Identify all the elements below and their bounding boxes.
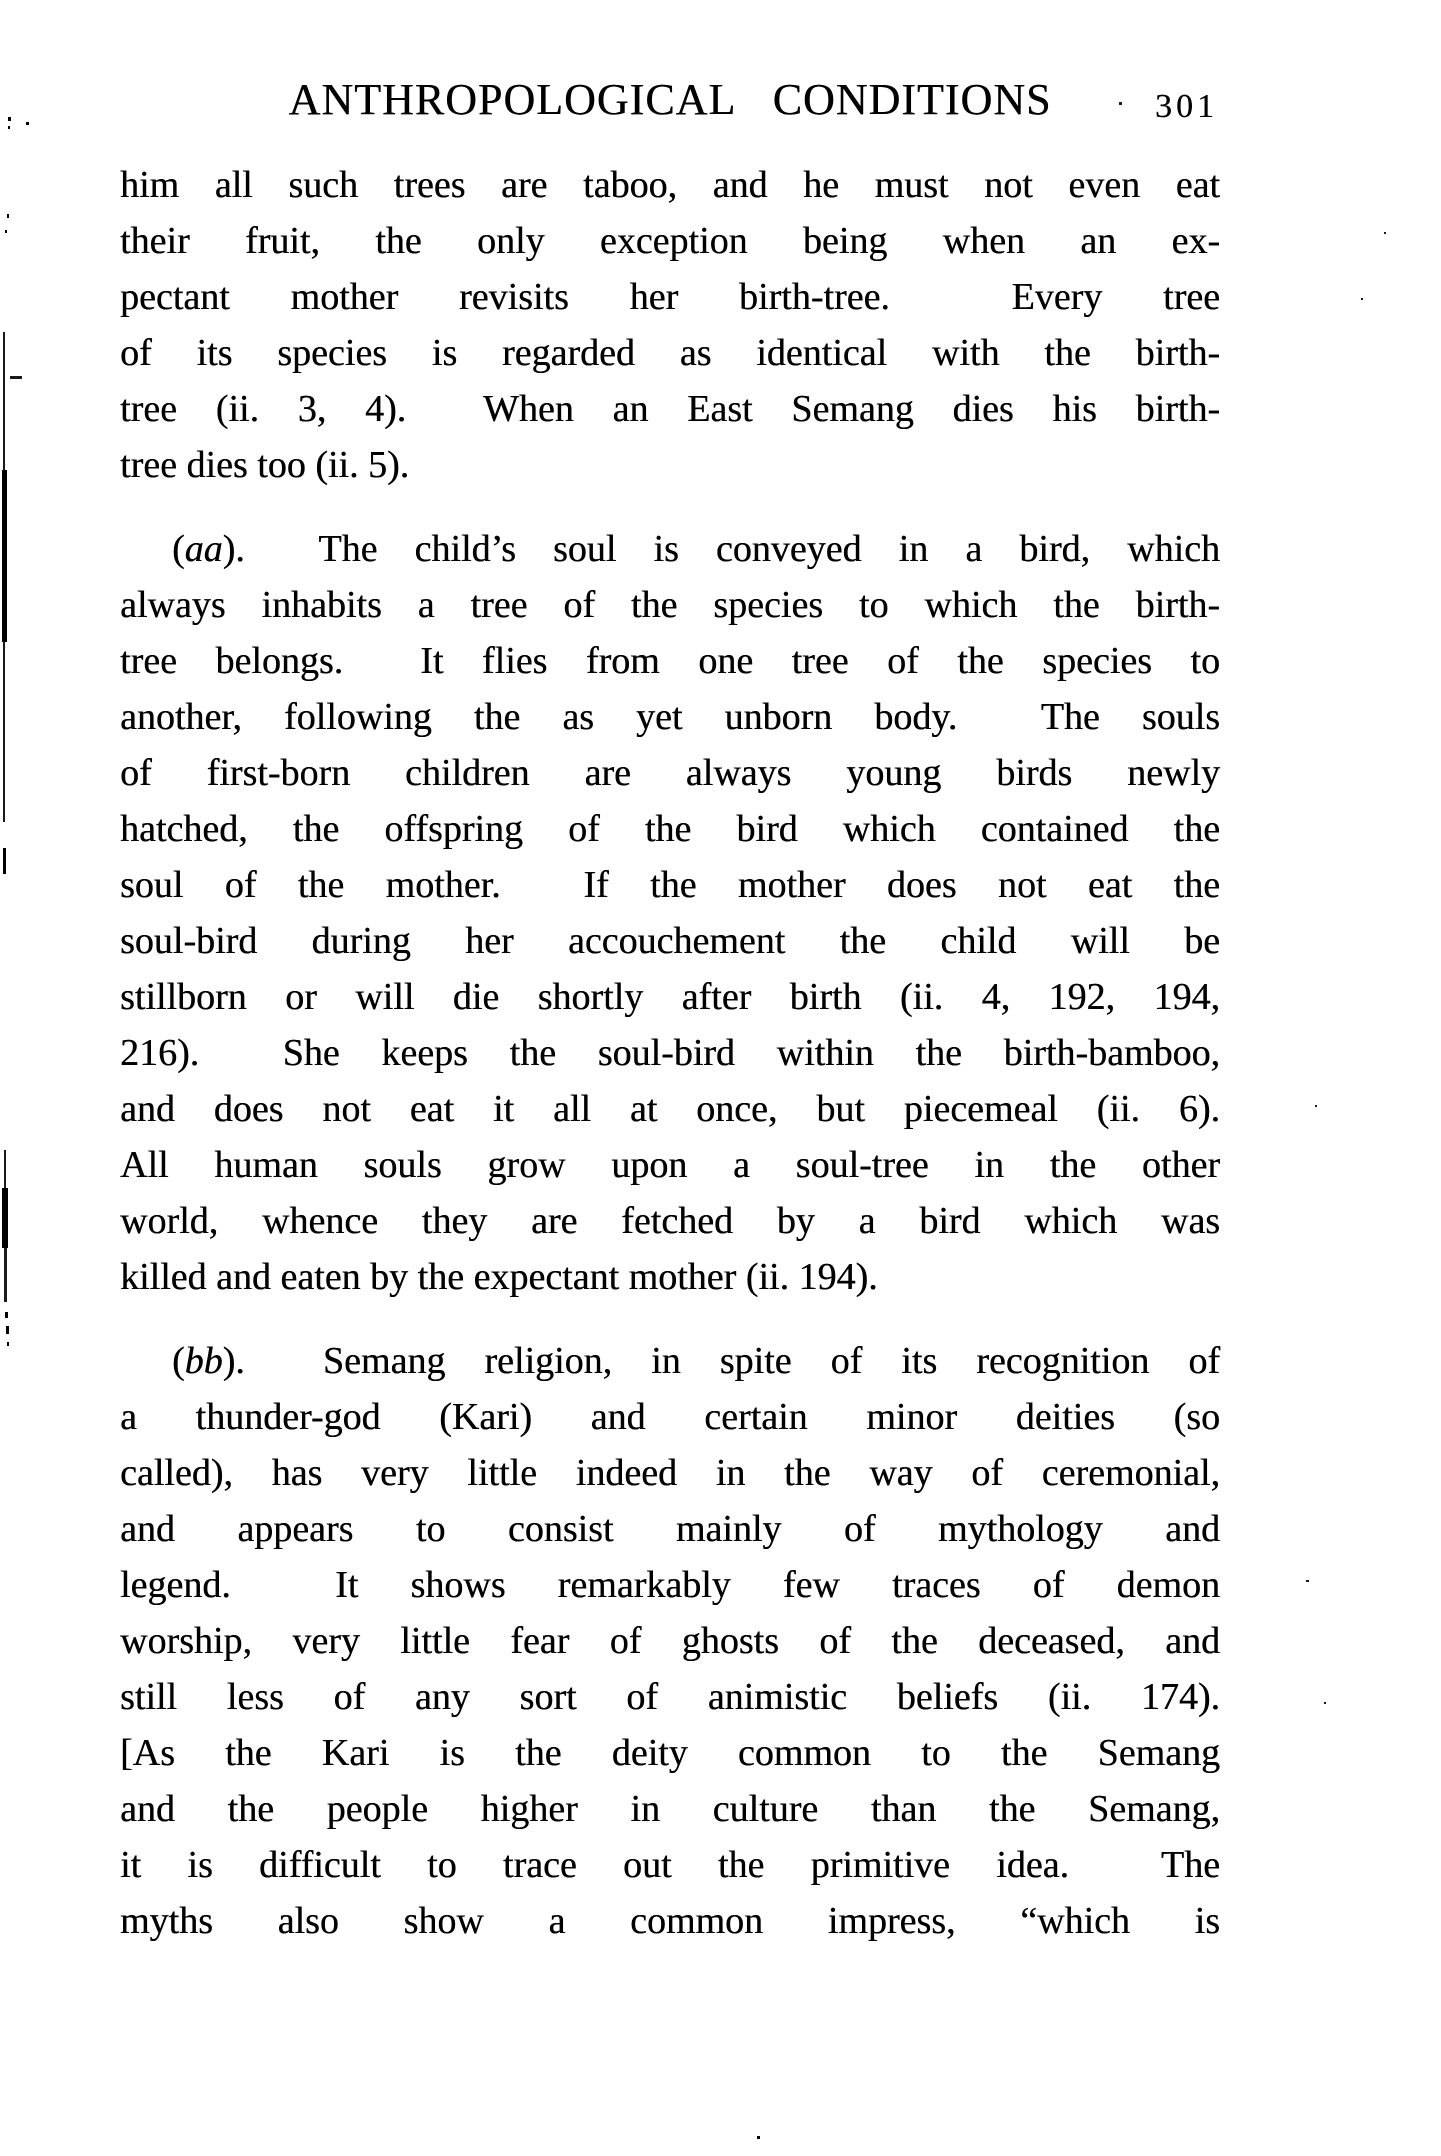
scan-speck xyxy=(1384,232,1386,234)
scan-speck xyxy=(26,122,29,125)
scan-speck xyxy=(757,2136,760,2139)
text-line: and appears to consist mainly of mythology and xyxy=(120,1508,1220,1550)
text-line: (bb). Semang religion, in spite of its recognition of xyxy=(172,1340,1220,1382)
text-line: another, following the as yet unborn body. The souls xyxy=(120,696,1220,738)
paragraph xyxy=(120,1333,1220,1949)
text-line: hatched, the offspring of the bird which contained the xyxy=(120,808,1220,850)
text-line: still less of any sort of animistic beliefs (ii. 174). xyxy=(120,1676,1220,1718)
scan-speck xyxy=(1119,102,1122,105)
scan-speck xyxy=(6,1326,9,1334)
scan-speck xyxy=(5,230,7,233)
scan-line xyxy=(2,1188,8,1248)
text-line: a thunder-god (Kari) and certain minor deities (so xyxy=(120,1396,1220,1438)
scan-speck xyxy=(5,1312,8,1318)
page-body xyxy=(120,157,1220,1949)
text-line: of first-born children are always young birds newly xyxy=(120,752,1220,794)
scan-line xyxy=(3,848,6,874)
scan-speck xyxy=(1361,298,1363,300)
text-line: it is difficult to trace out the primitive idea. The xyxy=(120,1844,1220,1886)
scan-line xyxy=(3,642,5,822)
text-line: All human souls grow upon a soul-tree in the other xyxy=(120,1144,1220,1186)
text-line: 216). She keeps the soul-bird within the birth-bamboo, xyxy=(120,1032,1220,1074)
text-line: soul of the mother. If the mother does not eat the xyxy=(120,864,1220,906)
paragraph xyxy=(120,157,1220,493)
text-line: their fruit, the only exception being when an ex- xyxy=(120,220,1220,262)
scan-speck xyxy=(8,117,11,121)
text-line: myths also show a common impress, “which is xyxy=(120,1900,1220,1942)
text-line: of its species is regarded as identical with the birth- xyxy=(120,332,1220,374)
text-line: and does not eat it all at once, but piecemeal (ii. 6). xyxy=(120,1088,1220,1130)
scan-speck xyxy=(7,1342,9,1346)
page-header xyxy=(120,75,1220,128)
scan-line xyxy=(3,332,5,470)
text-line: always inhabits a tree of the species to which the birth- xyxy=(120,584,1220,626)
scan-speck xyxy=(1324,1702,1326,1704)
text-line: stillborn or will die shortly after birth (ii. 4, 192, 194, xyxy=(120,976,1220,1018)
scan-speck xyxy=(1306,1580,1309,1582)
text-line: legend. It shows remarkably few traces of demon xyxy=(120,1564,1220,1606)
text-line: tree belongs. It flies from one tree of the species to xyxy=(120,640,1220,682)
scan-line xyxy=(2,470,7,642)
text-line: world, whence they are fetched by a bird which was xyxy=(120,1200,1220,1242)
paragraph xyxy=(120,521,1220,1305)
running-head: ANTHROPOLOGICAL CONDITIONS xyxy=(288,75,1052,124)
text-line: soul-bird during her accouchement the child will be xyxy=(120,920,1220,962)
text-line: tree (ii. 3, 4). When an East Semang dies his birth- xyxy=(120,388,1220,430)
scan-speck xyxy=(10,376,22,379)
scan-speck xyxy=(7,214,9,218)
text-line: pectant mother revisits her birth-tree. Every tree xyxy=(120,276,1220,318)
text-line: called), has very little indeed in the way of ceremonial, xyxy=(120,1452,1220,1494)
scan-speck xyxy=(8,126,10,129)
page-number: 301 xyxy=(1155,88,1218,125)
scan-line xyxy=(4,1150,6,1188)
text-line: worship, very little fear of ghosts of the deceased, and xyxy=(120,1620,1220,1662)
text-line: and the people higher in culture than the Semang, xyxy=(120,1788,1220,1830)
scan-speck xyxy=(1315,1105,1317,1107)
text-line: [As the Kari is the deity common to the Semang xyxy=(120,1732,1220,1774)
text-line: (aa). The child’s soul is conveyed in a bird, which xyxy=(172,528,1220,570)
text-line: killed and eaten by the expectant mother (ii. 194). xyxy=(120,1256,878,1298)
text-line: tree dies too (ii. 5). xyxy=(120,444,410,486)
scan-line xyxy=(4,1248,7,1302)
text-line: him all such trees are taboo, and he must not even eat xyxy=(120,164,1220,206)
